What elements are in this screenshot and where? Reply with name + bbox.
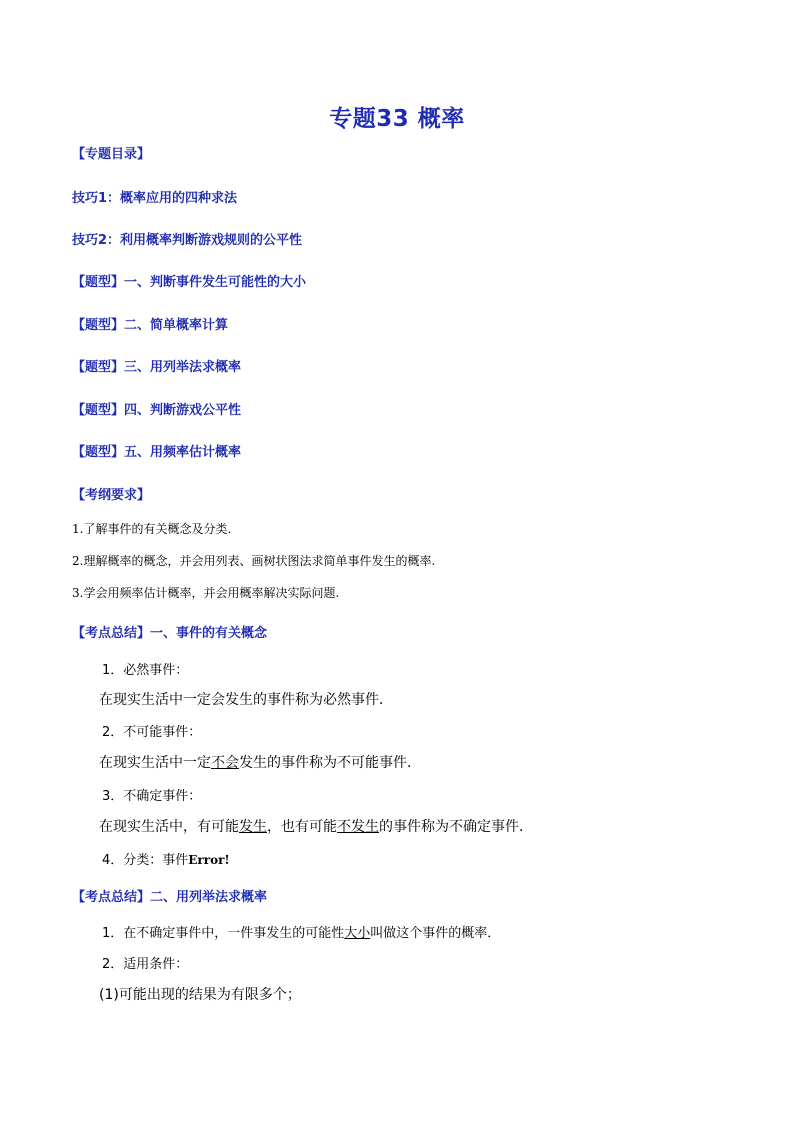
- toc-header: 【专题目录】: [72, 147, 151, 162]
- text-segment: 1．在不确定事件中，一件事发生的可能性: [102, 926, 345, 941]
- text-segment: 叫做这个事件的概率．: [370, 926, 501, 941]
- section-1-item-3-label: 3．不确定事件：: [102, 789, 202, 804]
- section-1-item-1-label: 1．必然事件：: [102, 663, 189, 678]
- question-type-4: 【题型】四、判断游戏公平性: [72, 403, 242, 418]
- text-segment: ，也有可能: [267, 819, 337, 835]
- question-type-1: 【题型】一、判断事件发生可能性的大小: [72, 275, 307, 290]
- section-1-item-2-body: [99, 752, 421, 772]
- underlined-text: 发生: [239, 819, 267, 835]
- question-type-5: 【题型】五、用频率估计概率: [72, 445, 242, 460]
- section-2-item-1: [102, 922, 500, 941]
- section-2-item-2: 2．适用条件：: [102, 957, 189, 972]
- section-1-item-3-body: [99, 816, 533, 836]
- skill-1: 技巧1：概率应用的四种求法: [72, 191, 238, 206]
- text-segment: 发生的事件称为不可能事件．: [239, 755, 421, 771]
- section-1-item-4: [102, 849, 230, 868]
- section-2-header: 【考点总结】二、用列举法求概率: [72, 890, 268, 905]
- question-type-2: 【题型】二、简单概率计算: [72, 318, 229, 333]
- requirement-1: 1.了解事件的有关概念及分类.: [72, 522, 232, 536]
- section-1-header: 【考点总结】一、事件的有关概念: [72, 626, 268, 641]
- section-1-item-2-label: 2．不可能事件：: [102, 725, 202, 740]
- text-segment: 在现实生活中一定: [99, 755, 211, 771]
- requirements-header: 【考纲要求】: [72, 488, 151, 503]
- text-segment: 4．分类：事件: [102, 853, 189, 868]
- section-2-item-3: (1)可能出现的结果为有限多个；: [99, 987, 301, 1003]
- requirement-3: 3.学会用频率估计概率，并会用概率解决实际问题.: [72, 586, 340, 600]
- skill-2: 技巧2：利用概率判断游戏规则的公平性: [72, 233, 303, 248]
- page-title: 专题33 概率: [329, 106, 465, 132]
- text-segment: 在现实生活中，有可能: [99, 819, 239, 835]
- requirement-2: 2.理解概率的概念，并会用列表、画树状图法求简单事件发生的概率.: [72, 554, 436, 568]
- section-1-item-1-body: 在现实生活中一定会发生的事件称为必然事件．: [99, 692, 393, 708]
- error-text: Error!: [188, 853, 230, 867]
- text-segment: 的事件称为不确定事件．: [379, 819, 533, 835]
- underlined-text: 不会: [211, 755, 239, 771]
- underlined-text: 大小: [344, 926, 371, 941]
- question-type-3: 【题型】三、用列举法求概率: [72, 360, 242, 375]
- underlined-text: 不发生: [337, 819, 379, 835]
